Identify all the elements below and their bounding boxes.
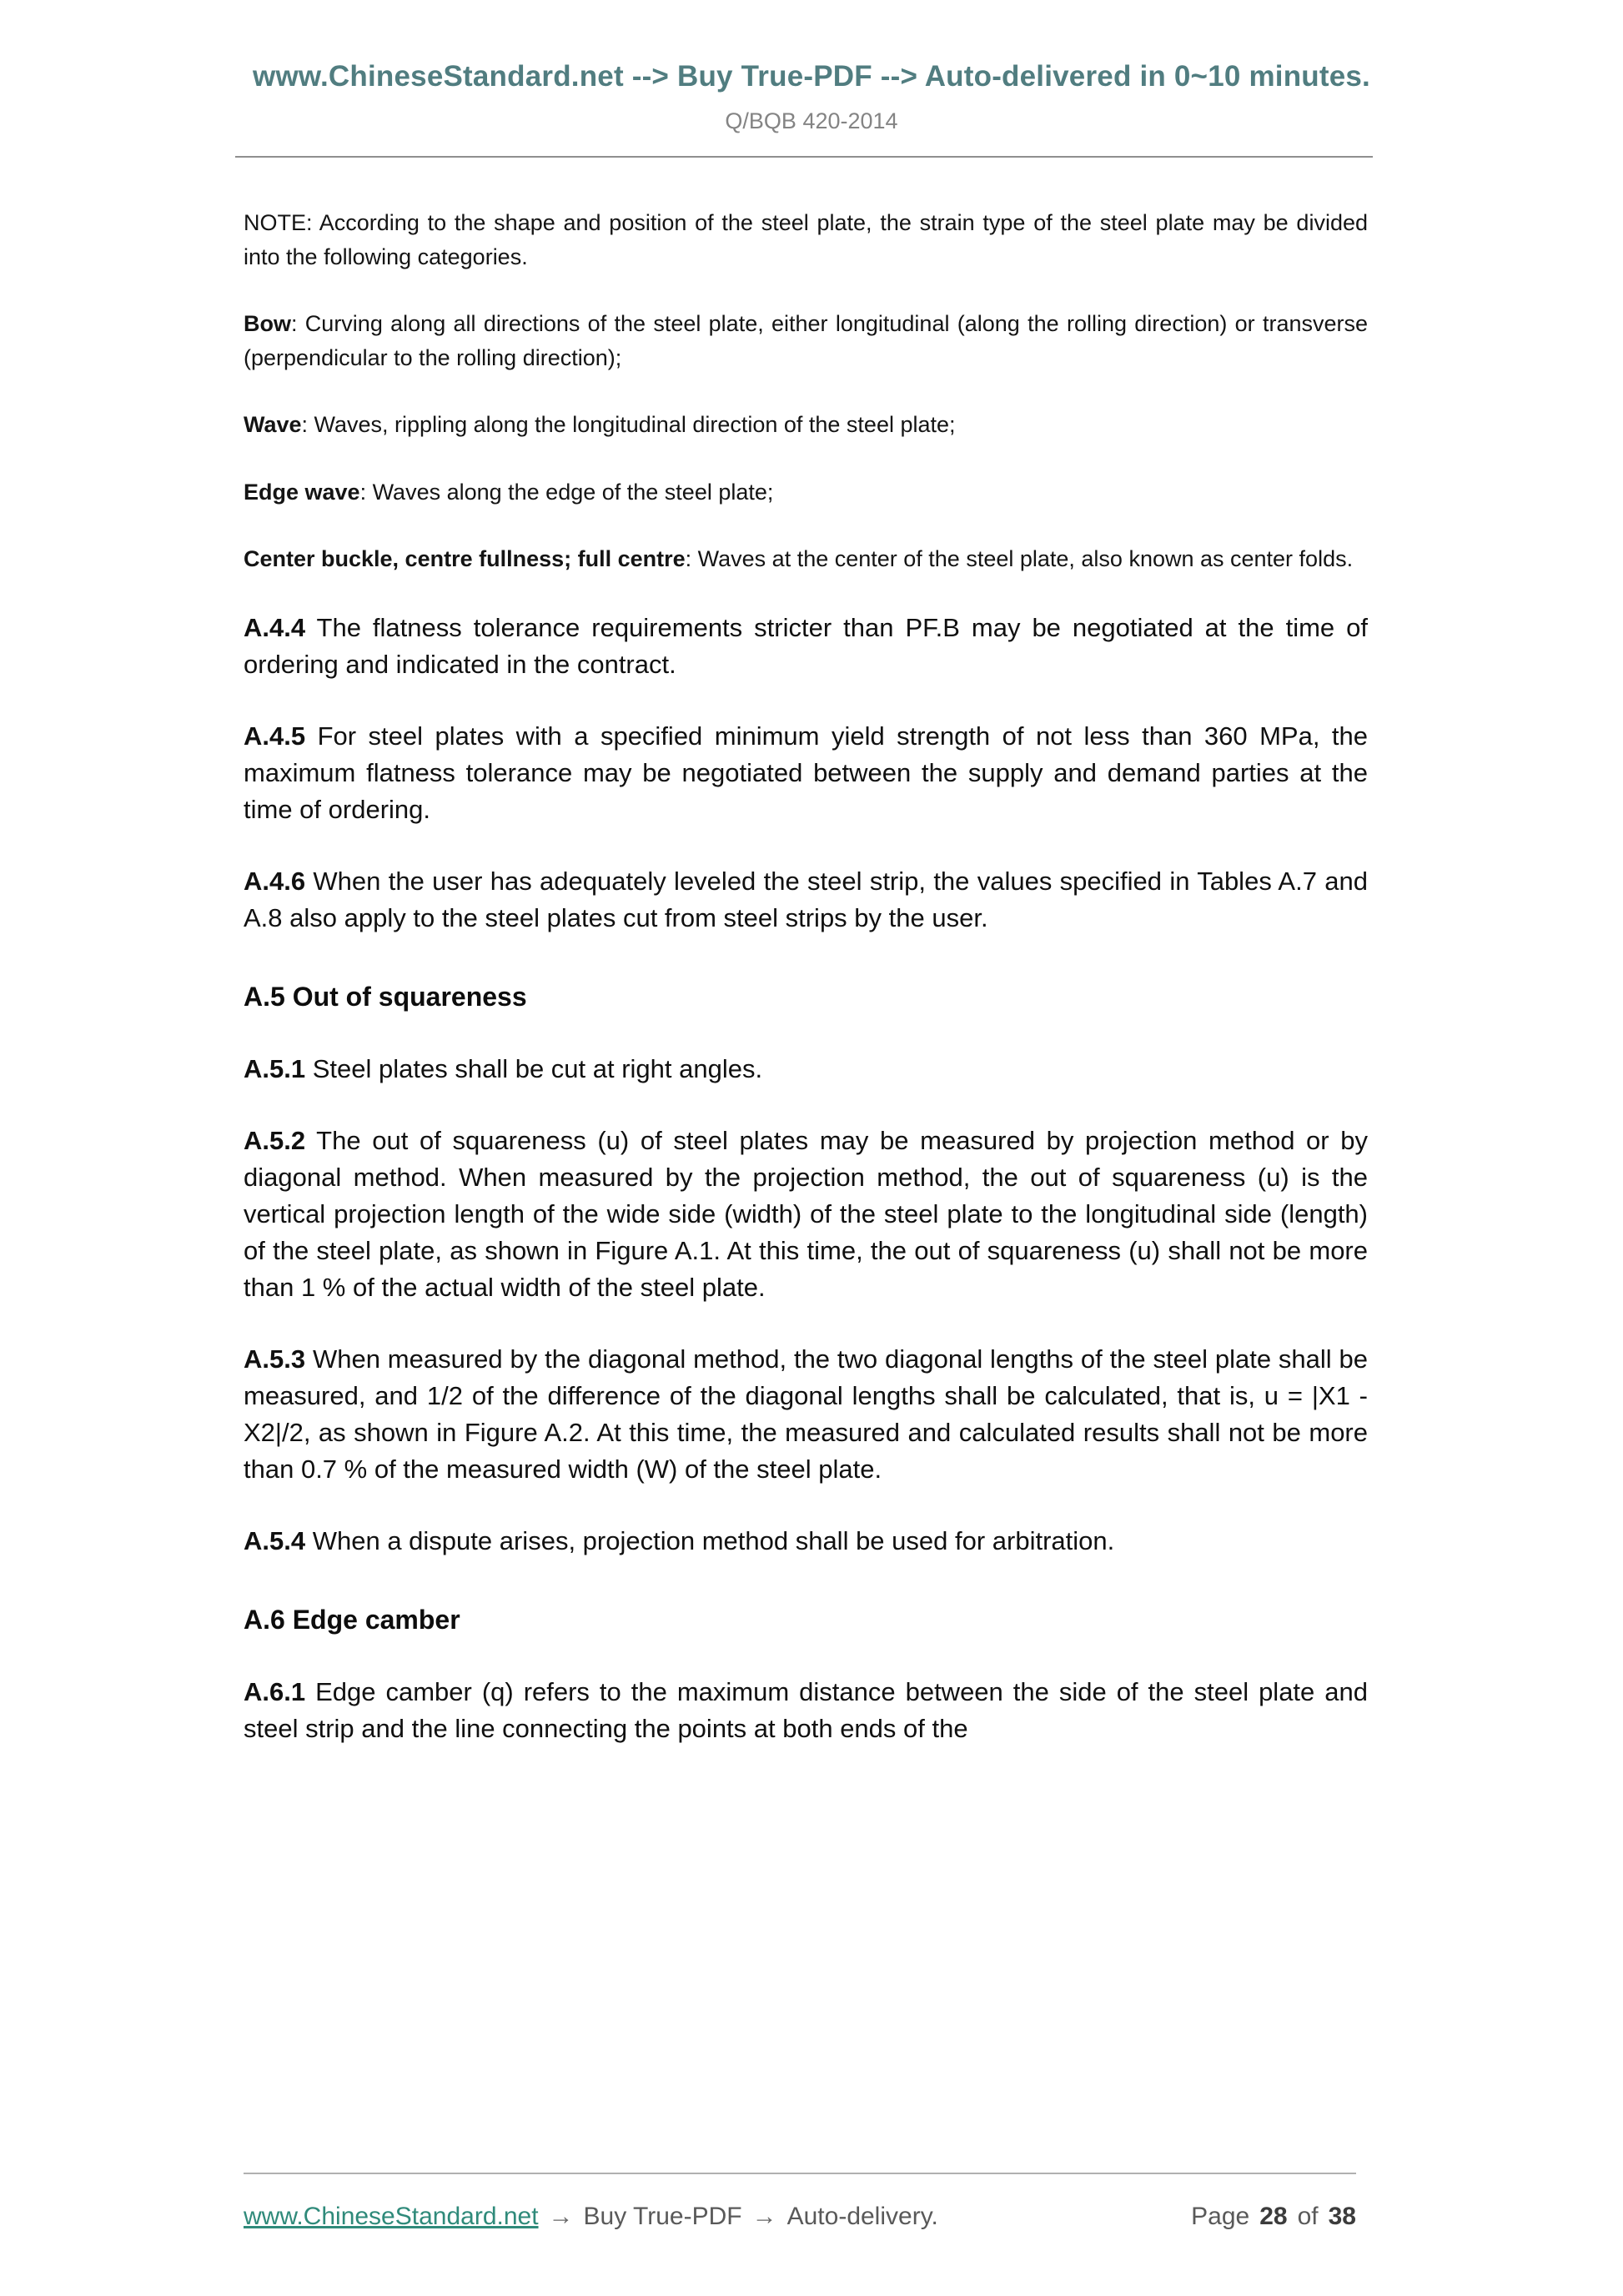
arrow-icon: → bbox=[548, 2203, 574, 2230]
bold-lead-text: A.6.1 bbox=[244, 1676, 306, 1706]
text-segment: The out of squareness (u) of steel plates may be measured by projection method or by diagonal method. When measured by the projection method, the out of squareness (u) is the vertical projection length of the wide side (width) of the steel plate to the longitudinal side (length) of the steel plate, as shown in Figure A.1. At this time, the out of squareness (u) shall not be more than 1 % of the actual width of the steel plate. bbox=[244, 1125, 1368, 1302]
of-label: of bbox=[1297, 2203, 1319, 2230]
text-segment: Edge camber (q) refers to the maximum distance between the side of the steel plate and steel strip and the line connecting the points at both ends of the bbox=[244, 1676, 1368, 1743]
page-label: Page bbox=[1191, 2203, 1250, 2230]
text-segment: : Waves, rippling along the longitudinal direction of the steel plate; bbox=[301, 412, 956, 437]
bold-lead-text: A.5.4 bbox=[244, 1525, 306, 1555]
bold-lead-text: A.4.5 bbox=[244, 721, 306, 751]
footer-delivery-text: Auto-delivery. bbox=[786, 2203, 938, 2230]
text-segment: Steel plates shall be cut at right angles. bbox=[305, 1053, 763, 1083]
bold-lead-text: A.5.3 bbox=[244, 1344, 306, 1374]
page-indicator bbox=[1191, 2203, 1356, 2231]
bold-lead-text: Edge wave bbox=[244, 479, 360, 505]
bold-lead-text: A.4.6 bbox=[244, 866, 306, 896]
note-paragraph bbox=[244, 542, 1368, 576]
page-current: 28 bbox=[1259, 2203, 1288, 2230]
bold-lead-text: A.5 Out of squareness bbox=[244, 981, 527, 1012]
bold-lead-text: Wave bbox=[244, 412, 302, 437]
document-body bbox=[0, 158, 1623, 1747]
text-segment: The flatness tolerance requirements stricter than PF.B may be negotiated at the time of ordering and indicated in the contract. bbox=[244, 612, 1368, 679]
section-heading bbox=[244, 982, 1368, 1012]
note-paragraph bbox=[244, 307, 1368, 374]
bold-lead-text: A.5.2 bbox=[244, 1125, 306, 1155]
text-segment: When a dispute arises, projection method shall be used for arbitration. bbox=[305, 1525, 1115, 1555]
bold-lead-text: Bow bbox=[244, 311, 291, 336]
standard-number: Q/BQB 420-2014 bbox=[725, 108, 898, 133]
footer-left bbox=[244, 2203, 938, 2231]
body-paragraph bbox=[244, 1674, 1368, 1747]
note-paragraph bbox=[244, 408, 1368, 442]
bold-lead-text: A.6 Edge camber bbox=[244, 1604, 460, 1635]
text-segment: For steel plates with a specified minimum yield strength of not less than 360 MPa, the maximum flatness tolerance may be negotiated between the supply and demand parties at the time of ordering. bbox=[244, 721, 1368, 824]
section-heading bbox=[244, 1605, 1368, 1635]
footer-row bbox=[244, 2203, 1356, 2231]
page-header bbox=[0, 0, 1623, 134]
bold-lead-text: Center buckle, centre fullness; full centre bbox=[244, 546, 686, 571]
body-paragraph bbox=[244, 1123, 1368, 1306]
text-segment: : Waves along the edge of the steel plate; bbox=[359, 479, 774, 505]
body-paragraph bbox=[244, 1523, 1368, 1560]
page-total: 38 bbox=[1328, 2203, 1356, 2230]
body-paragraph bbox=[244, 1051, 1368, 1088]
footer-site-link[interactable]: www.ChineseStandard.net bbox=[244, 2203, 539, 2230]
body-paragraph bbox=[244, 610, 1368, 683]
page-footer bbox=[0, 2173, 1623, 2231]
text-segment: When the user has adequately leveled the steel strip, the values specified in Tables A.7 and A.8 also apply to the steel plates cut from steel strips by the user. bbox=[244, 866, 1368, 932]
text-segment: : Waves at the center of the steel plate, also known as center folds. bbox=[685, 546, 1354, 571]
text-segment: When measured by the diagonal method, the two diagonal lengths of the steel plate shall be measured, and 1/2 of the difference of the diagonal lengths shall be calculated, that is, u = |X1 - X2|/2, as shown in Figure A.2. At this time, the measured and calculated results shall not be more than 0.7 % of the measured width (W) of the steel plate. bbox=[244, 1344, 1368, 1484]
footer-buy-text: Buy True-PDF bbox=[583, 2203, 742, 2230]
text-segment: NOTE: According to the shape and position of the steel plate, the strain type of the steel plate may be divided into the following categories. bbox=[244, 210, 1368, 269]
bold-lead-text: A.5.1 bbox=[244, 1053, 306, 1083]
body-paragraph bbox=[244, 863, 1368, 937]
body-paragraph bbox=[244, 1341, 1368, 1488]
note-paragraph bbox=[244, 475, 1368, 510]
note-paragraph bbox=[244, 206, 1368, 274]
bold-lead-text: A.4.4 bbox=[244, 612, 306, 642]
footer-divider bbox=[244, 2173, 1356, 2174]
arrow-icon: → bbox=[751, 2203, 777, 2230]
body-paragraph bbox=[244, 718, 1368, 828]
text-segment: : Curving along all directions of the steel plate, either longitudinal (along the rolling direction) or transverse (perpendicular to the rolling direction); bbox=[244, 311, 1368, 370]
header-banner-text: www.ChineseStandard.net --> Buy True-PDF --> Auto-delivered in 0~10 minutes. bbox=[253, 60, 1370, 93]
